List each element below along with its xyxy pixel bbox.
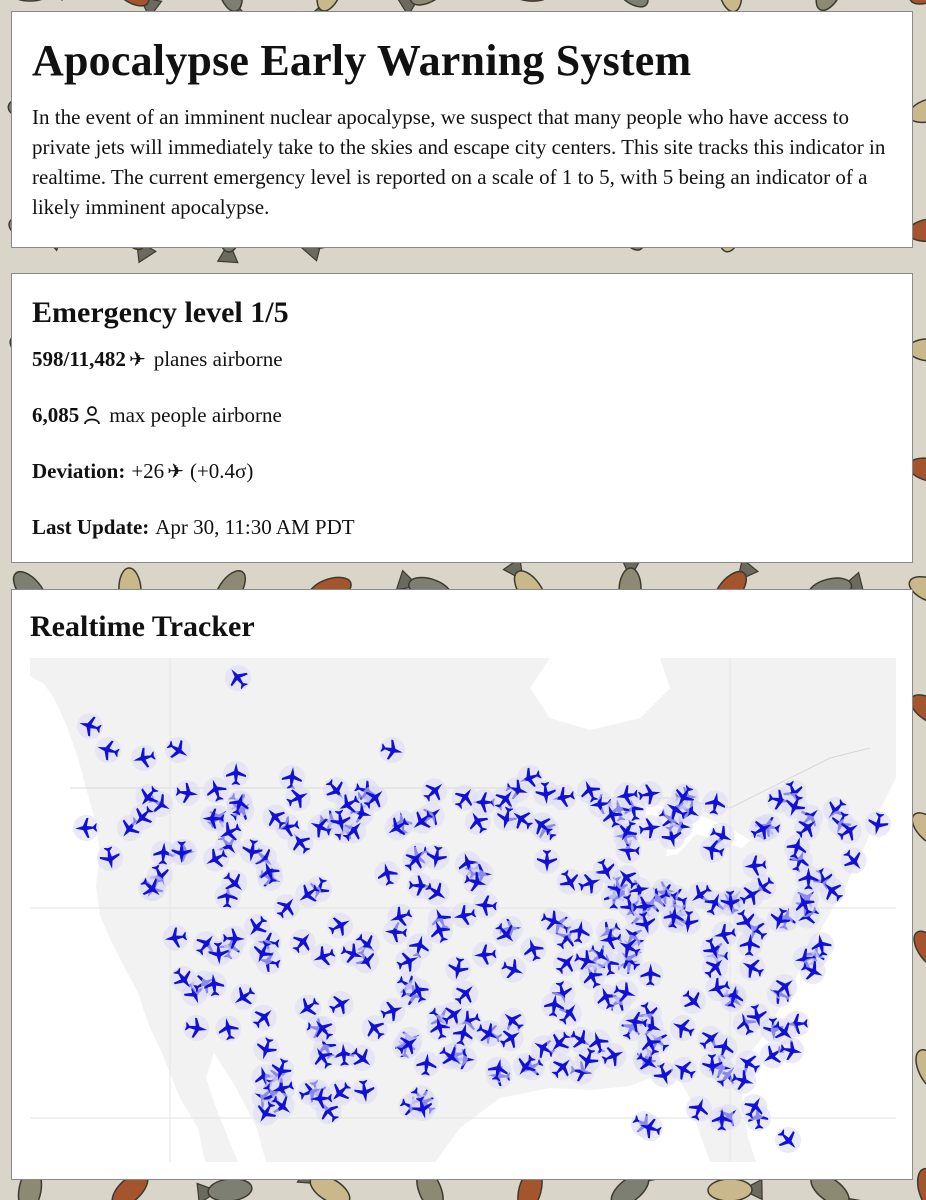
bomb-pattern-icon: [497, 0, 553, 3]
status-card: [11, 273, 913, 563]
bomb-pattern-icon: [905, 0, 926, 10]
tracker-heading: Realtime Tracker: [30, 610, 255, 643]
bomb-pattern-icon: [8, 0, 62, 1]
plane-marker[interactable]: [169, 839, 195, 865]
deviation-label: Deviation:: [32, 459, 126, 483]
planes-airborne-row: [32, 346, 892, 372]
last-update-value: Apr 30, 11:30 AM PDT: [155, 515, 355, 539]
realtime-map[interactable]: [30, 658, 896, 1162]
bomb-pattern-icon: [913, 1166, 926, 1200]
planes-airborne-label: planes airborne: [153, 347, 283, 371]
intro-description: In the event of an imminent nuclear apocalypse, we suspect that many people who have access to private jets will immediately take to the skies and escape city centers. This site tracks this indicator in realtime. The current emergency level is reported on a scale of 1 to 5, with 5 being an indicator of a likely imminent apocalypse.: [32, 105, 886, 219]
people-airborne-value: 6,085: [32, 403, 80, 427]
people-airborne-row: [32, 402, 892, 428]
people-airborne-label: max people airborne: [109, 403, 282, 427]
person-icon: [83, 405, 101, 425]
page-title: Apocalypse Early Warning System: [32, 36, 692, 85]
last-update-label: Last Update:: [32, 515, 150, 539]
emergency-level-heading: Emergency level 1/5: [32, 296, 289, 329]
tracker-card: [11, 589, 913, 1180]
deviation-sigma: (+0.4σ): [189, 459, 254, 483]
bomb-pattern-icon: [708, 1178, 762, 1200]
planes-airborne-value: 598/11,482: [32, 347, 126, 371]
plane-marker[interactable]: [534, 848, 560, 874]
intro-card: [11, 11, 913, 248]
airplane-icon: ✈: [128, 347, 146, 371]
plane-marker[interactable]: [796, 866, 822, 892]
last-update-row: [32, 514, 892, 540]
deviation-value: +26: [131, 459, 165, 483]
deviation-row: [32, 458, 892, 484]
airplane-icon: ✈: [167, 459, 184, 483]
bomb-pattern-icon: [197, 1177, 253, 1200]
